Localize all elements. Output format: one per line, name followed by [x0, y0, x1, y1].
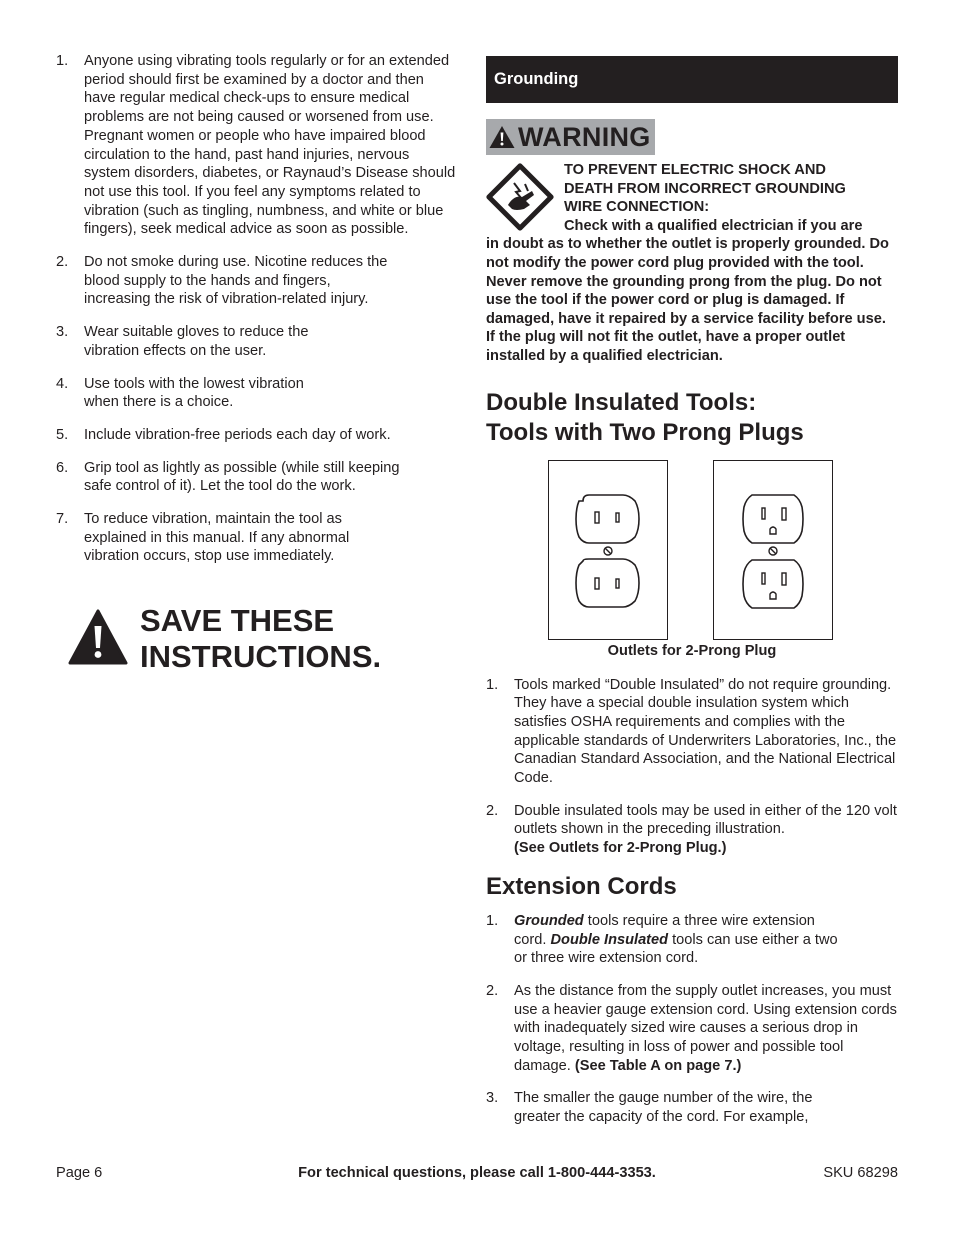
figure-caption: Outlets for 2-Prong Plug [607, 642, 777, 659]
section-header-grounding: Grounding [486, 56, 898, 103]
list-item: 7. To reduce vibration, maintain the tool as explained in this manual. If any abnormal vibration occurs, stop use immediately. [56, 511, 350, 565]
grounding-warning [486, 119, 898, 366]
save-instructions-title: SAVE THESE INSTRUCTIONS. [140, 603, 382, 674]
outlet-plate-two-slot [548, 460, 668, 640]
sku-label: SKU 68298 [823, 1165, 898, 1181]
warning-triangle-icon [68, 609, 128, 665]
list-item: 4. Use tools with the lowest vibration when there is a choice. [56, 375, 304, 411]
list-item: 1. Tools marked “Double Insulated” do not require grounding. They have a special double insulation system which satisfies OSHA requirements and complies with the applicable standards of Underwriters Laboratories, Inc., the Canadian Standard Association, and the National Electrical Code. [486, 676, 897, 787]
outlet-illustration [486, 460, 898, 670]
list-item: 5. Include vibration-free periods each day of work. [56, 426, 391, 443]
extension-cords-heading: Extension Cords [486, 872, 677, 900]
double-insulated-list [486, 676, 898, 858]
list-item: 1. Grounded tools require a three wire extension cord. Double Insulated tools can use either a two or three wire extension cord. [486, 912, 838, 967]
two-prong-outlet-icon [549, 461, 667, 639]
list-item: 3. Wear suitable gloves to reduce the vibration effects on the user. [56, 324, 309, 359]
vibration-safety-list [56, 52, 456, 580]
list-item: 3. The smaller the gauge number of the wire, the greater the capacity of the cord. For example, [486, 1090, 813, 1126]
list-item: 2. As the distance from the supply outlet increases, you must use a heavier gauge extension cord. Using extension cords with inadequately sized wire causes a serious drop in voltage, resulting in loss of power and possible tool damage. (See Table A on page 7.) [486, 982, 897, 1074]
outlet-plate-grounded [713, 460, 833, 640]
list-item: 1. Anyone using vibrating tools regularly or for an extended period should first be examined by a doctor and then have regular medical check-ups to ensure medical problems are not being caused or worsened from use. Pregnant women or people who have impaired blood circulation to the hand, past hand injuries, nervous system disorders, diabetes, or Raynaud’s Disease should not use this tool. If you feel any symptoms related to vibration (such as tingling, numbness, and white or blue fingers), seek medical advice as soon as possible. [56, 53, 456, 238]
list-item: 2. Do not smoke during use. Nicotine reduces the blood supply to the hands and fingers, increasing the risk of vibration-related injury. [56, 254, 388, 308]
list-item: 2. Double insulated tools may be used in either of the 120 volt outlets shown in the preceding illustration. (See Outlets for 2-Prong Plug.) [486, 802, 897, 857]
list-item: 6. Grip tool as lightly as possible (while still keeping safe control of it). Let the tool do the work. [56, 459, 400, 495]
right-column [486, 56, 898, 1141]
warning-triangle-icon [488, 124, 516, 150]
double-insulated-heading: Double Insulated Tools: Tools with Two Prong Plugs [486, 388, 804, 446]
warning-label: WARNING [486, 119, 655, 155]
extension-cords-list [486, 912, 898, 1127]
warning-text: TO PREVENT ELECTRIC SHOCK AND DEATH FROM INCORRECT GROUNDING WIRE CONNECTION: Check with a qualified electrician if you are in doubt as to whether the outlet is properly grounded. Do not modify the power cord plug provided with the tool. Never remove the grounding prong from the plug. Do not use the tool if the power cord or plug is damaged. If damaged, have it repaired by a service facility before use. If the plug will not fit the outlet, have a proper outlet installed by a qualified electrician. [486, 162, 889, 364]
electric-shock-icon [484, 161, 556, 233]
save-instructions-banner [68, 603, 448, 675]
page-number: Page 6 [56, 1165, 103, 1181]
tech-support-line: For technical questions, please call 1-800-444-3353. [298, 1165, 656, 1181]
three-prong-outlet-icon [714, 461, 832, 639]
